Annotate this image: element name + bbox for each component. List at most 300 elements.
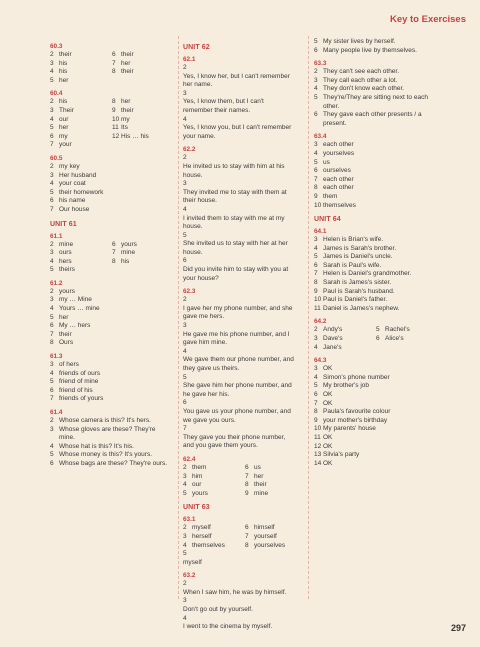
item-answer: his: [59, 98, 68, 106]
answer-row: [314, 374, 446, 383]
item-number: 6: [50, 197, 54, 205]
item-number: 4: [50, 442, 54, 450]
exercise-number: 64.1: [314, 228, 327, 236]
answer-row: [50, 451, 175, 460]
item-number: 6: [314, 261, 318, 269]
item-answer: theirs: [59, 266, 75, 274]
item-answer: her: [59, 76, 69, 84]
answer-row: [314, 245, 446, 254]
answer-item: [245, 533, 277, 542]
item-answer: They gave each other presents / a present.: [323, 111, 422, 127]
item-answer: their: [121, 68, 134, 76]
item-answer: Silvia's party: [323, 451, 360, 459]
item-answer: They gave you their phone number, and you gave them yours.: [183, 433, 286, 450]
item-answer: James is Daniel's uncle.: [323, 253, 393, 261]
item-number: 2: [314, 326, 318, 334]
item-number: 3: [183, 322, 187, 330]
item-answer: my … Mine: [59, 296, 92, 304]
unit-heading: UNIT 62: [183, 44, 210, 51]
answer-row: [314, 425, 446, 434]
item-number: 4: [183, 481, 187, 489]
item-answer: his: [59, 59, 68, 67]
answer-row-pair: [183, 542, 301, 551]
item-number: 6: [314, 167, 318, 175]
item-number: 2: [314, 68, 318, 76]
item-answer: Andy's: [323, 326, 343, 334]
answer-row: [314, 150, 446, 159]
answer-item: [183, 542, 245, 551]
item-answer: They're/They are sitting next to each other.: [323, 93, 428, 110]
exercise-number: 61.2: [50, 279, 63, 287]
item-number: 4: [314, 149, 318, 157]
answer-row-pair: [50, 60, 175, 69]
item-answer: them: [323, 192, 338, 200]
item-answer: Alice's: [385, 335, 404, 343]
answer-row-pair: [50, 241, 175, 250]
answer-row: [183, 232, 301, 258]
item-answer: his: [59, 68, 68, 76]
answer-row: [314, 94, 446, 111]
item-number: 11: [112, 124, 119, 132]
item-answer: Rachel's: [385, 326, 410, 334]
item-number: 2: [183, 580, 187, 588]
item-answer: her: [254, 472, 264, 480]
unit-heading: UNIT 64: [314, 216, 341, 224]
item-answer: Yes, I know her, but I can't remember her name.: [183, 72, 290, 89]
item-number: 13: [314, 451, 322, 459]
answer-row: [314, 77, 446, 86]
item-number: 8: [112, 68, 116, 76]
item-number: 5: [183, 489, 187, 497]
item-number: 5: [314, 38, 318, 45]
answer-row: [314, 38, 446, 47]
answer-item: [376, 335, 404, 344]
item-number: 7: [50, 330, 54, 338]
answer-row: [50, 206, 175, 215]
column-divider: [178, 36, 179, 599]
answer-row: [314, 270, 446, 279]
answer-row: [314, 365, 446, 374]
answer-row: [50, 288, 175, 297]
answer-row: [314, 460, 446, 469]
answer-row: [314, 68, 446, 77]
answer-row: [50, 296, 175, 305]
item-answer: mine: [121, 249, 136, 257]
item-number: 8: [314, 184, 318, 192]
answer-item: [50, 249, 112, 258]
answer-row: [314, 400, 446, 409]
answer-row: [183, 64, 301, 90]
answer-row-pair: [183, 490, 301, 499]
item-number: 5: [183, 373, 187, 381]
answer-item: [314, 326, 376, 335]
answer-row-pair: [50, 116, 175, 125]
item-answer: your: [59, 141, 72, 149]
item-number: 6: [50, 322, 54, 330]
answer-row: [183, 550, 301, 567]
item-answer: their: [121, 51, 134, 58]
column-divider: [308, 36, 309, 599]
answer-item: [112, 68, 134, 77]
item-number: 4: [183, 115, 187, 123]
answer-item: [376, 326, 410, 335]
item-answer: mine: [59, 240, 74, 248]
item-number: 8: [245, 481, 249, 489]
item-answer: himself: [254, 524, 275, 532]
item-number: 9: [314, 287, 318, 295]
answer-row: [50, 370, 175, 379]
answer-row: [183, 374, 301, 400]
item-number: 10: [314, 296, 322, 304]
answer-item: [50, 98, 112, 107]
item-number: 8: [50, 339, 54, 347]
item-answer: yourself: [254, 532, 277, 540]
answer-item: [183, 524, 245, 533]
item-answer: their: [59, 330, 72, 338]
item-answer: my: [59, 132, 68, 140]
answer-row: [314, 391, 446, 400]
item-number: 7: [50, 141, 54, 149]
item-number: 3: [314, 76, 318, 84]
item-answer: my: [121, 115, 130, 123]
item-number: 12: [112, 132, 120, 140]
item-answer: OK: [323, 442, 333, 450]
exercise-number: 63.1: [183, 516, 196, 524]
item-number: 4: [183, 541, 187, 549]
item-number: 3: [183, 472, 187, 480]
item-answer: themselves: [192, 541, 225, 549]
answer-row-pair: [50, 98, 175, 107]
answer-row: [314, 451, 446, 460]
item-answer: He gave me his phone number, and I gave him mine.: [183, 330, 290, 347]
answer-row: [50, 189, 175, 198]
item-number: 3: [50, 106, 54, 114]
item-number: 3: [50, 425, 54, 433]
item-answer: your mother's birthday: [323, 416, 388, 424]
answer-row: [314, 288, 446, 297]
item-answer: ourselves: [323, 167, 351, 175]
item-answer: They call each other a lot.: [323, 76, 398, 84]
item-answer: myself: [192, 524, 211, 532]
answer-item: [50, 51, 112, 60]
item-number: 5: [314, 253, 318, 261]
item-number: 7: [245, 532, 249, 540]
item-number: 7: [50, 395, 54, 403]
answer-item: [50, 68, 112, 77]
answer-row: [183, 580, 301, 597]
item-answer: their homework: [59, 188, 104, 196]
answer-item: [50, 241, 112, 250]
item-answer: their: [254, 481, 267, 489]
answer-item: [183, 481, 245, 490]
answer-row: [50, 361, 175, 370]
item-number: 2: [183, 64, 187, 71]
exercise-number: 62.3: [183, 288, 196, 296]
exercise-number: 61.3: [50, 353, 63, 361]
answer-item: [50, 258, 112, 267]
item-number: 2: [50, 51, 54, 58]
item-answer: each other: [323, 184, 354, 192]
item-number: 8: [112, 257, 116, 265]
item-number: 4: [50, 68, 54, 76]
item-answer: their: [59, 51, 72, 58]
item-number: 4: [50, 305, 54, 313]
answer-item: [245, 490, 268, 499]
answer-item: [112, 116, 130, 125]
item-answer: friend of mine: [59, 378, 99, 386]
exercise-number: 60.4: [50, 90, 63, 98]
item-answer: Yes, I know them, but I can't remember their names.: [183, 98, 264, 114]
item-answer: Dave's: [323, 335, 343, 343]
answer-column-3: [314, 38, 446, 468]
item-number: 5: [376, 326, 380, 334]
answer-item: [183, 473, 245, 482]
item-number: 5: [183, 550, 187, 558]
answer-row: [314, 279, 446, 288]
item-number: 10: [314, 201, 322, 209]
answer-item: [245, 481, 267, 490]
item-number: 6: [314, 46, 318, 54]
item-number: 4: [314, 85, 318, 93]
item-answer: themselves: [323, 201, 356, 209]
item-answer: We gave them our phone number, and they gave us theirs.: [183, 356, 294, 372]
item-number: 4: [50, 180, 54, 188]
item-answer: her: [59, 124, 69, 132]
answer-row: [314, 193, 446, 202]
item-number: 8: [245, 541, 249, 549]
item-answer: They don't know each other.: [323, 85, 405, 93]
item-number: 7: [314, 399, 318, 407]
item-answer: You gave us your phone number, and we gave you ours.: [183, 407, 291, 424]
answer-row: [183, 206, 301, 232]
item-number: 6: [376, 335, 380, 343]
item-answer: My sister lives by herself.: [323, 38, 396, 45]
answer-row: [314, 344, 446, 353]
answer-row: [50, 339, 175, 348]
answer-row: [50, 77, 175, 86]
item-number: 6: [183, 257, 187, 265]
answer-row: [50, 180, 175, 189]
answer-row: [50, 197, 175, 206]
item-answer: mine: [254, 489, 269, 497]
item-answer: OK: [323, 433, 333, 441]
item-answer: James is Sarah's brother.: [323, 244, 397, 252]
item-answer: our: [192, 481, 202, 489]
item-number: 4: [183, 205, 187, 213]
answer-row-pair: [50, 133, 175, 142]
answer-item: [50, 116, 112, 125]
exercise-number: 64.2: [314, 318, 327, 326]
item-answer: Paula's favourite colour: [323, 408, 391, 416]
item-answer: Paul is Sarah's husband.: [323, 287, 395, 295]
item-number: 11: [314, 304, 321, 312]
answer-row: [50, 266, 175, 275]
item-answer: our: [59, 115, 69, 123]
item-answer: His … his: [121, 132, 149, 140]
item-number: 5: [314, 382, 318, 390]
item-number: 7: [50, 205, 54, 213]
item-number: 7: [183, 425, 187, 433]
answer-row: [183, 348, 301, 374]
answer-row: [314, 202, 446, 211]
answer-row: [183, 90, 301, 116]
item-number: 5: [50, 451, 54, 459]
unit-heading: UNIT 61: [50, 220, 77, 228]
item-number: 3: [50, 249, 54, 257]
answer-row: [50, 387, 175, 396]
answer-row: [183, 425, 301, 451]
answer-item: [112, 249, 135, 258]
item-answer: My parents' house: [323, 425, 376, 433]
item-answer: I gave her my phone number, and she gave me hers.: [183, 304, 293, 321]
answer-column-2: [183, 38, 301, 632]
item-number: 2: [50, 98, 54, 106]
item-number: 9: [314, 416, 318, 424]
item-answer: yourselves: [254, 541, 286, 549]
item-answer: of hers: [59, 361, 79, 369]
item-answer: their: [121, 106, 134, 114]
item-number: 5: [50, 76, 54, 84]
answer-item: [112, 133, 149, 142]
item-number: 7: [314, 270, 318, 278]
page-header-title: Key to Exercises: [389, 14, 466, 25]
exercise-number: 61.4: [50, 409, 63, 416]
answer-row: [314, 382, 446, 391]
answer-row: [314, 305, 446, 314]
item-number: 9: [245, 489, 249, 497]
item-answer: my key: [59, 162, 80, 170]
item-answer: her: [59, 313, 69, 321]
answer-row: [50, 322, 175, 331]
answer-row-pair: [50, 107, 175, 116]
item-number: 3: [50, 296, 54, 304]
answer-row: [183, 615, 301, 632]
item-number: 10: [314, 425, 322, 433]
item-answer: OK: [323, 399, 333, 407]
item-number: 4: [314, 343, 318, 351]
answer-row: [314, 408, 446, 417]
item-answer: us: [254, 463, 261, 471]
item-answer: Whose money is this? It's yours.: [59, 451, 152, 459]
item-number: 8: [112, 98, 116, 106]
item-number: 3: [314, 365, 318, 373]
item-number: 2: [50, 162, 54, 170]
answer-row: [314, 434, 446, 443]
answer-row: [314, 85, 446, 94]
exercise-number: 63.4: [314, 133, 327, 141]
item-number: 5: [50, 124, 54, 132]
answer-column-1: [50, 38, 175, 469]
answer-item: [183, 490, 245, 499]
item-answer: his: [121, 257, 130, 265]
answer-row: [314, 253, 446, 262]
exercise-number: 60.5: [50, 154, 63, 162]
item-number: 8: [314, 279, 318, 287]
item-answer: us: [323, 158, 330, 166]
answer-row: [314, 141, 446, 150]
item-number: 7: [112, 249, 116, 257]
item-number: 7: [245, 472, 249, 480]
answer-row: [314, 167, 446, 176]
item-answer: each other: [323, 175, 354, 183]
item-answer: I invited them to stay with me at my house.: [183, 214, 285, 231]
answer-item: [245, 464, 261, 473]
exercise-number: 62.4: [183, 455, 196, 463]
item-number: 4: [183, 614, 187, 622]
item-answer: yours: [192, 489, 208, 497]
exercise-number: 60.3: [50, 43, 63, 50]
answer-row-pair: [183, 533, 301, 542]
item-number: 4: [50, 369, 54, 377]
item-number: 2: [183, 154, 187, 162]
item-number: 3: [314, 335, 318, 343]
item-answer: her: [121, 59, 131, 67]
item-answer: Helen is Brian's wife.: [323, 236, 384, 244]
item-answer: ours: [59, 249, 72, 257]
item-number: 5: [50, 313, 54, 321]
item-number: 5: [50, 266, 54, 274]
answer-row: [183, 154, 301, 180]
item-answer: Her husband: [59, 171, 97, 179]
item-answer: Its: [121, 124, 128, 132]
answer-row: [183, 322, 301, 348]
answer-row: [183, 180, 301, 206]
answer-row: [50, 460, 175, 469]
item-answer: myself: [183, 558, 202, 566]
item-answer: OK: [323, 459, 333, 467]
item-number: 11: [314, 433, 321, 441]
answer-row-pair: [50, 124, 175, 133]
answer-item: [112, 124, 128, 133]
item-number: 5: [50, 378, 54, 386]
item-answer: yours: [121, 240, 137, 248]
answer-row: [50, 417, 175, 426]
item-number: 14: [314, 459, 322, 467]
item-answer: Our house: [59, 205, 90, 213]
item-answer: Whose hat is this? It's his.: [59, 442, 134, 450]
answer-row: [50, 163, 175, 172]
answer-item: [314, 335, 376, 344]
item-answer: He invited us to stay with him at his house.: [183, 162, 285, 179]
answer-item: [183, 464, 245, 473]
answer-item: [112, 241, 137, 250]
item-number: 6: [245, 524, 249, 532]
exercise-number: 64.3: [314, 357, 327, 365]
item-answer: each other: [323, 141, 354, 149]
item-number: 5: [50, 188, 54, 196]
item-number: 6: [50, 459, 54, 467]
item-answer: Whose gloves are these? They're mine.: [59, 425, 156, 442]
item-answer: Their: [59, 106, 74, 114]
answer-row-pair: [50, 249, 175, 258]
answer-row-pair: [50, 258, 175, 267]
answer-row: [50, 141, 175, 150]
item-number: 6: [112, 51, 116, 58]
item-answer: yourselves: [323, 149, 355, 157]
answer-row: [50, 305, 175, 314]
answer-row: [50, 378, 175, 387]
item-answer: She invited us to stay with her at her house.: [183, 240, 288, 256]
item-number: 5: [314, 158, 318, 166]
page-number: 297: [450, 623, 466, 633]
item-number: 2: [183, 524, 187, 532]
item-number: 3: [183, 89, 187, 97]
answer-row: [183, 296, 301, 322]
answer-row: [314, 47, 446, 56]
item-number: 3: [50, 59, 54, 67]
item-answer: Did you invite him to stay with you at your house?: [183, 266, 289, 282]
item-number: 7: [112, 59, 116, 67]
